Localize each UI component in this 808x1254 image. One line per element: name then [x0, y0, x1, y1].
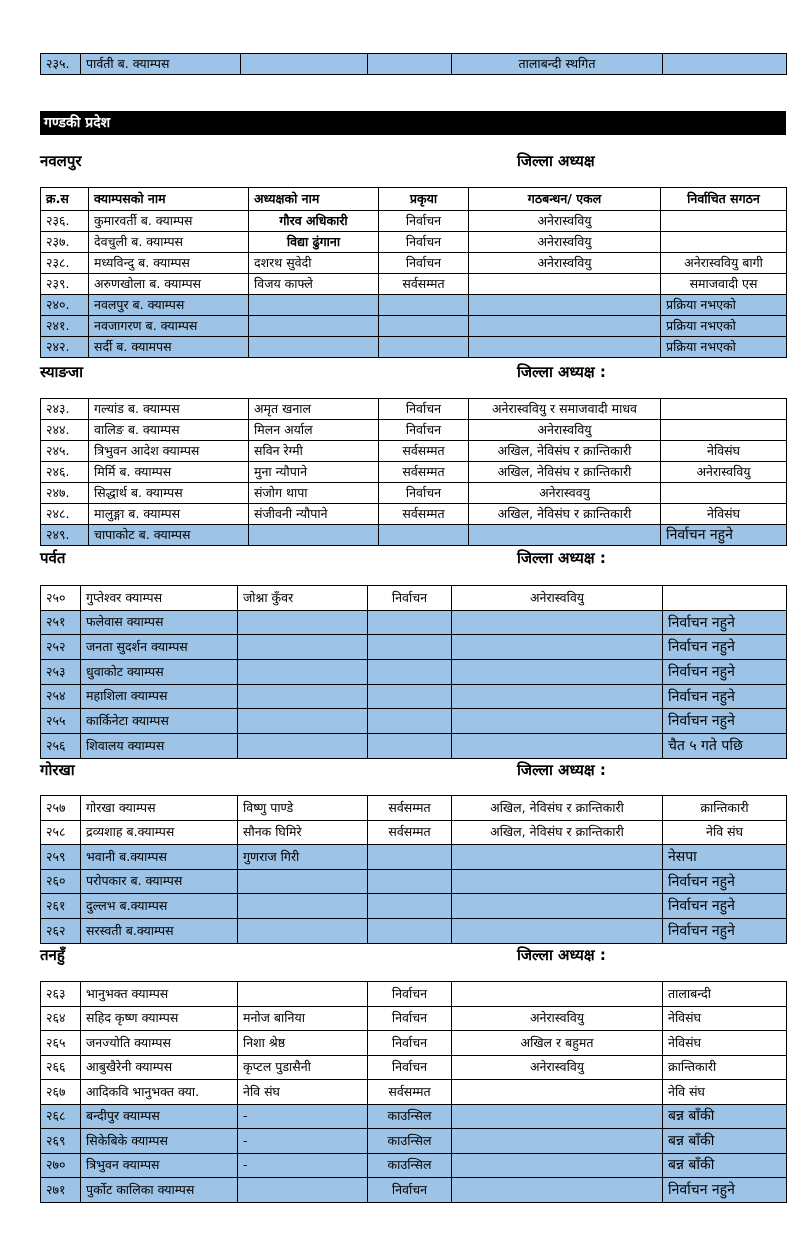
cell-alliance: अखिल, नेविसंघ र क्रान्तिकारी [452, 820, 663, 845]
cell-alliance [469, 337, 661, 358]
cell-process [368, 894, 452, 919]
cell-num: २६४ [41, 1006, 81, 1031]
cell-campus: शिवालय क्याम्पस [81, 734, 238, 759]
cell-campus: जनता सुदर्शन क्याम्पस [81, 635, 238, 660]
cell-alliance [469, 274, 661, 295]
table-row [41, 635, 787, 660]
cell-president [238, 709, 368, 734]
cell-process [368, 635, 452, 660]
cell-president [238, 610, 368, 635]
cell-num: २६८ [41, 1104, 81, 1129]
cell-process [379, 295, 469, 316]
cell-campus: नवजागरण ब. क्याम्पस [89, 316, 249, 337]
cell-campus: भवानी ब.क्याम्पस [81, 845, 238, 870]
cell-alliance [452, 660, 663, 685]
cell-alliance: अनेरास्ववियु र समाजवादी माधव [469, 399, 661, 420]
cell-president [249, 525, 379, 546]
cell-elected: अनेरास्ववियु [661, 462, 787, 483]
cell-campus: द्रव्यशाह ब.क्याम्पस [81, 820, 238, 845]
parbat-table [40, 585, 787, 759]
district-name-syangja: स्याङजा [40, 363, 83, 381]
cell-elected: निर्वाचन नहुने [663, 660, 787, 685]
cell-num: २५४ [41, 684, 81, 709]
cell-process: काउन्सिल [368, 1104, 452, 1129]
cell-num: २४०. [41, 295, 89, 316]
table-row [41, 982, 787, 1007]
cell-president: मनोज बानिया [238, 1006, 368, 1031]
cell-num: २४२. [41, 337, 89, 358]
table-row [41, 845, 787, 870]
cell-elected [661, 420, 787, 441]
cell-alliance: अखिल र बहुमत [452, 1031, 663, 1056]
cell-process: निर्वाचन [368, 1178, 452, 1203]
cell-alliance: अनेरास्ववियु [469, 232, 661, 253]
cell-president [238, 734, 368, 759]
table-row [41, 399, 787, 420]
cell-elected: प्रक्रिया नभएको [661, 316, 787, 337]
gorkha-table [40, 795, 787, 944]
cell-process [379, 337, 469, 358]
cell-num: २४४. [41, 420, 89, 441]
cell-alliance [452, 918, 663, 943]
table-row [41, 525, 787, 546]
cell-num: २४९. [41, 525, 89, 546]
cell-elected: समाजवादी एस [661, 274, 787, 295]
cell-process: निर्वाचन [368, 586, 452, 611]
cell-president [238, 660, 368, 685]
cell-elected: प्रक्रिया नभएको [661, 295, 787, 316]
cell-alliance [452, 610, 663, 635]
table-row [41, 709, 787, 734]
cell-campus: परोपकार ब. क्याम्पस [81, 869, 238, 894]
top-continuation-table [40, 53, 787, 75]
cell-process [379, 525, 469, 546]
cell-elected: नेसपा [663, 845, 787, 870]
cell-process: निर्वाचन [379, 253, 469, 274]
cell-elected: निर्वाचन नहुने [663, 610, 787, 635]
table-row [41, 820, 787, 845]
table-row [41, 337, 787, 358]
header-num: क्र.स [41, 188, 89, 211]
cell-president: सौनक घिमिरे [238, 820, 368, 845]
syangja-table [40, 398, 787, 546]
cell-president: कृप्टल पुडासैनी [238, 1055, 368, 1080]
cell-alliance: अनेरास्ववयु [469, 483, 661, 504]
table-row [41, 684, 787, 709]
header-process: प्रकृया [379, 188, 469, 211]
cell-campus: मालुङ्गा ब. क्याम्पस [89, 504, 249, 525]
table-row [41, 441, 787, 462]
cell-president: अमृत खनाल [249, 399, 379, 420]
cell-alliance [452, 1178, 663, 1203]
cell-process [368, 918, 452, 943]
cell-num: २५७ [41, 796, 81, 821]
table-row [41, 1031, 787, 1056]
cell-elected: क्रान्तिकारी [663, 796, 787, 821]
cell-alliance: अखिल, नेविसंघ र क्रान्तिकारी [469, 462, 661, 483]
cell-alliance [469, 295, 661, 316]
cell-process: काउन्सिल [368, 1153, 452, 1178]
table-row [41, 232, 787, 253]
cell-president: जोश्ना कुँवर [238, 586, 368, 611]
cell-process: निर्वाचन [379, 483, 469, 504]
table-row [41, 483, 787, 504]
cell-campus: वालिङ ब. क्याम्पस [89, 420, 249, 441]
table-row [41, 274, 787, 295]
cell-president: - [238, 1129, 368, 1154]
cell-campus: सिकेबिके क्याम्पस [81, 1129, 238, 1154]
cell-alliance [452, 869, 663, 894]
cell-campus: अरुणखोला ब. क्याम्पस [89, 274, 249, 295]
cell-elected [661, 211, 787, 232]
cell-alliance [452, 635, 663, 660]
district-president-label: जिल्ला अध्यक्ष : [517, 363, 606, 381]
district-name-nawalpur: नवलपुर [40, 152, 82, 170]
nawalpur-rows [41, 211, 787, 358]
table-row [41, 734, 787, 759]
cell-num: २६१ [41, 894, 81, 919]
cell-alliance [452, 1104, 663, 1129]
table-row [41, 1006, 787, 1031]
cell-process: सर्वसम्मत [379, 274, 469, 295]
table-row [41, 504, 787, 525]
cell-president: संजीवनी न्यौपाने [249, 504, 379, 525]
cell-campus: पुर्कोट कालिका क्याम्पस [81, 1178, 238, 1203]
cell-president: संजोग थापा [249, 483, 379, 504]
cell-campus: त्रिभुवन आदेश क्याम्पस [89, 441, 249, 462]
cell-num: २४६. [41, 462, 89, 483]
cell-alliance: अखिल, नेविसंघ र क्रान्तिकारी [469, 504, 661, 525]
table-row [41, 1178, 787, 1203]
cell-campus: जनज्योति क्याम्पस [81, 1031, 238, 1056]
cell-elected: चैत ५ गते पछि [663, 734, 787, 759]
cell-num: २६५ [41, 1031, 81, 1056]
district-name-tanahun: तनहुँ [40, 946, 65, 964]
district-president-label: जिल्ला अध्यक्ष : [517, 946, 606, 964]
cell-alliance: अनेरास्ववियु [452, 586, 663, 611]
cell-elected: निर्वाचन नहुने [661, 525, 787, 546]
cell-process [368, 709, 452, 734]
cell-alliance [452, 1129, 663, 1154]
cell-alliance [452, 734, 663, 759]
cell-president [238, 869, 368, 894]
cell-elected [661, 483, 787, 504]
province-title: गण्डकी प्रदेश [40, 111, 786, 135]
cell-president: दशरथ सुवेदी [249, 253, 379, 274]
cell-process: सर्वसम्मत [368, 820, 452, 845]
cell-elected: नेविसंघ [663, 1031, 787, 1056]
district-name-parbat: पर्वत [40, 549, 66, 567]
cell-alliance [452, 684, 663, 709]
cell-process: निर्वाचन [379, 420, 469, 441]
district-president-label: जिल्ला अध्यक्ष [517, 152, 595, 170]
cell-alliance [452, 1080, 663, 1105]
cell-num: २३६. [41, 211, 89, 232]
cell-president [238, 982, 368, 1007]
cell-elected: नेविसंघ [663, 1006, 787, 1031]
cell-president: सविन रेग्मी [249, 441, 379, 462]
cell-process: निर्वाचन [368, 1006, 452, 1031]
table-row [41, 1080, 787, 1105]
cell-elected: तालाबन्दी [663, 982, 787, 1007]
cell-president: निशा श्रेष्ठ [238, 1031, 368, 1056]
table-row [41, 54, 787, 75]
table-row [41, 1153, 787, 1178]
cell-elected: बन्न बाँकी [663, 1104, 787, 1129]
cell-num: २६९ [41, 1129, 81, 1154]
cell-process: निर्वाचन [379, 232, 469, 253]
cell-num: २६३ [41, 982, 81, 1007]
header-president: अध्यक्षको नाम [249, 188, 379, 211]
cell-process [368, 660, 452, 685]
table-row [41, 1104, 787, 1129]
cell-alliance: अखिल, नेविसंघ र क्रान्तिकारी [452, 796, 663, 821]
table-row [41, 211, 787, 232]
cell-president [238, 635, 368, 660]
header-alliance: गठबन्धन/ एकल [469, 188, 661, 211]
cell-num: २५१ [41, 610, 81, 635]
cell-elected: नेविसंघ [661, 504, 787, 525]
cell-num: २७१ [41, 1178, 81, 1203]
cell-alliance: अनेरास्ववियु [452, 1006, 663, 1031]
cell-president: गौरव अधिकारी [249, 211, 379, 232]
cell-campus: कार्किनेटा क्याम्पस [81, 709, 238, 734]
cell-president [238, 894, 368, 919]
cell-num: २६२ [41, 918, 81, 943]
cell-elected: बन्न बाँकी [663, 1129, 787, 1154]
cell-alliance [469, 525, 661, 546]
cell-alliance: अखिल, नेविसंघ र क्रान्तिकारी [469, 441, 661, 462]
cell-alliance [452, 709, 663, 734]
cell-campus: भानुभक्त क्याम्पस [81, 982, 238, 1007]
cell-campus: सहिद कृष्ण क्याम्पस [81, 1006, 238, 1031]
cell-elected: निर्वाचन नहुने [663, 635, 787, 660]
table-row [41, 420, 787, 441]
cell-campus: मध्यविन्दु ब. क्याम्पस [89, 253, 249, 274]
cell-president [249, 337, 379, 358]
district-name-gorkha: गोरखा [40, 761, 75, 779]
cell-elected [661, 232, 787, 253]
campus-name: पार्वती ब. क्याम्पस [81, 54, 241, 75]
cell-campus: गोरखा क्याम्पस [81, 796, 238, 821]
cell-num: २३७. [41, 232, 89, 253]
table-row [41, 295, 787, 316]
row-number: २३५. [41, 54, 81, 75]
table-row [41, 610, 787, 635]
cell-campus: गल्यांड ब. क्याम्पस [89, 399, 249, 420]
table-row [41, 660, 787, 685]
cell-process [368, 845, 452, 870]
cell-campus: त्रिभुवन क्याम्पस [81, 1153, 238, 1178]
cell-process: सर्वसम्मत [368, 796, 452, 821]
district-president-label: जिल्ला अध्यक्ष : [517, 761, 606, 779]
table-row [41, 316, 787, 337]
cell-elected: नेवि संघ [663, 1080, 787, 1105]
cell-campus: फलेवास क्याम्पस [81, 610, 238, 635]
cell-elected: निर्वाचन नहुने [663, 869, 787, 894]
cell-process: निर्वाचन [379, 399, 469, 420]
cell-campus: आदिकवि भानुभक्त क्या. [81, 1080, 238, 1105]
cell-president [249, 316, 379, 337]
cell-alliance: अनेरास्ववियु [452, 1055, 663, 1080]
table-header-row [41, 188, 787, 211]
cell-process [368, 610, 452, 635]
table-row [41, 1055, 787, 1080]
cell-elected: निर्वाचन नहुने [663, 709, 787, 734]
cell-process [379, 316, 469, 337]
cell-process [368, 734, 452, 759]
cell-president: मुना न्यौपाने [249, 462, 379, 483]
cell-campus: सिद्धार्थ ब. क्याम्पस [89, 483, 249, 504]
cell-num: २५२ [41, 635, 81, 660]
cell-campus: गुप्तेश्वर क्याम्पस [81, 586, 238, 611]
cell-alliance: अनेरास्ववियु [469, 253, 661, 274]
cell-president: मिलन अर्याल [249, 420, 379, 441]
cell-num: २५९ [41, 845, 81, 870]
cell-num: २५३ [41, 660, 81, 685]
table-row [41, 918, 787, 943]
table-row [41, 462, 787, 483]
cell-process: सर्वसम्मत [379, 462, 469, 483]
cell-campus: बन्दीपुर क्याम्पस [81, 1104, 238, 1129]
cell-process: निर्वाचन [379, 211, 469, 232]
cell-campus: चापाकोट ब. क्याम्पस [89, 525, 249, 546]
table-row [41, 253, 787, 274]
cell-elected: नेवि संघ [663, 820, 787, 845]
cell-president: - [238, 1104, 368, 1129]
cell-campus: महाशिला क्याम्पस [81, 684, 238, 709]
cell-process: निर्वाचन [368, 982, 452, 1007]
cell-process: निर्वाचन [368, 1031, 452, 1056]
cell-num: २४५. [41, 441, 89, 462]
cell-alliance [452, 982, 663, 1007]
cell-process: सर्वसम्मत [379, 504, 469, 525]
header-elected: निर्वाचित सगठन [661, 188, 787, 211]
cell-process: सर्वसम्मत [379, 441, 469, 462]
cell-campus: सर्दी ब. क्यामपस [89, 337, 249, 358]
cell-president [249, 295, 379, 316]
cell-elected: निर्वाचन नहुने [663, 684, 787, 709]
cell-num: २३९. [41, 274, 89, 295]
cell-num: २७० [41, 1153, 81, 1178]
cell-campus: सरस्वती ब.क्याम्पस [81, 918, 238, 943]
cell-president: - [238, 1153, 368, 1178]
cell-process [368, 684, 452, 709]
alliance: तालाबन्दी स्थगित [452, 54, 663, 75]
cell-elected: बन्न बाँकी [663, 1153, 787, 1178]
cell-num: २४८. [41, 504, 89, 525]
table-row [41, 586, 787, 611]
cell-president [238, 1178, 368, 1203]
cell-num: २६६ [41, 1055, 81, 1080]
cell-process [368, 869, 452, 894]
cell-president [238, 918, 368, 943]
nawalpur-table [40, 187, 787, 358]
cell-campus: कुमारवर्ती ब. क्याम्पस [89, 211, 249, 232]
cell-num: २५५ [41, 709, 81, 734]
header-campus: क्याम्पसको नाम [89, 188, 249, 211]
cell-elected: निर्वाचन नहुने [663, 1178, 787, 1203]
cell-num: २६७ [41, 1080, 81, 1105]
tanahun-table [40, 981, 787, 1203]
cell-campus: दुल्लभ ब.क्याम्पस [81, 894, 238, 919]
cell-campus: धुवाकोट क्याम्पस [81, 660, 238, 685]
cell-elected: निर्वाचन नहुने [663, 894, 787, 919]
parbat-rows [41, 586, 787, 759]
cell-campus: मिर्मि ब. क्याम्पस [89, 462, 249, 483]
cell-process: सर्वसम्मत [368, 1080, 452, 1105]
cell-num: २४१. [41, 316, 89, 337]
cell-elected: अनेरास्ववियु बागी [661, 253, 787, 274]
syangja-rows [41, 399, 787, 546]
cell-elected [661, 399, 787, 420]
cell-num: २५८ [41, 820, 81, 845]
cell-elected [663, 586, 787, 611]
table-row [41, 796, 787, 821]
cell-num: २५० [41, 586, 81, 611]
cell-alliance: अनेरास्ववियु [469, 211, 661, 232]
gorkha-rows [41, 796, 787, 944]
cell-process: निर्वाचन [368, 1055, 452, 1080]
cell-president: गुणराज गिरी [238, 845, 368, 870]
table-row [41, 869, 787, 894]
cell-num: २४३. [41, 399, 89, 420]
cell-alliance [452, 1153, 663, 1178]
cell-elected: निर्वाचन नहुने [663, 918, 787, 943]
cell-process: काउन्सिल [368, 1129, 452, 1154]
cell-alliance [469, 316, 661, 337]
table-row [41, 894, 787, 919]
cell-num: २५६ [41, 734, 81, 759]
cell-president [238, 684, 368, 709]
cell-alliance: अनेरास्ववियु [469, 420, 661, 441]
cell-president: नेवि संघ [238, 1080, 368, 1105]
cell-num: २४७. [41, 483, 89, 504]
cell-president: विद्या ढुंगाना [249, 232, 379, 253]
cell-elected: नेविसंघ [661, 441, 787, 462]
tanahun-rows [41, 982, 787, 1203]
cell-alliance [452, 845, 663, 870]
cell-campus: देवचुली ब. क्याम्पस [89, 232, 249, 253]
cell-elected: क्रान्तिकारी [663, 1055, 787, 1080]
district-president-label: जिल्ला अध्यक्ष : [517, 549, 606, 567]
cell-campus: नवलपुर ब. क्याम्पस [89, 295, 249, 316]
cell-elected: प्रक्रिया नभएको [661, 337, 787, 358]
cell-president: विष्णु पाण्डे [238, 796, 368, 821]
cell-num: २३८. [41, 253, 89, 274]
table-row [41, 1129, 787, 1154]
cell-num: २६० [41, 869, 81, 894]
cell-alliance [452, 894, 663, 919]
cell-president: विजय काफ्ले [249, 274, 379, 295]
cell-campus: आबुखैरेनी क्याम्पस [81, 1055, 238, 1080]
